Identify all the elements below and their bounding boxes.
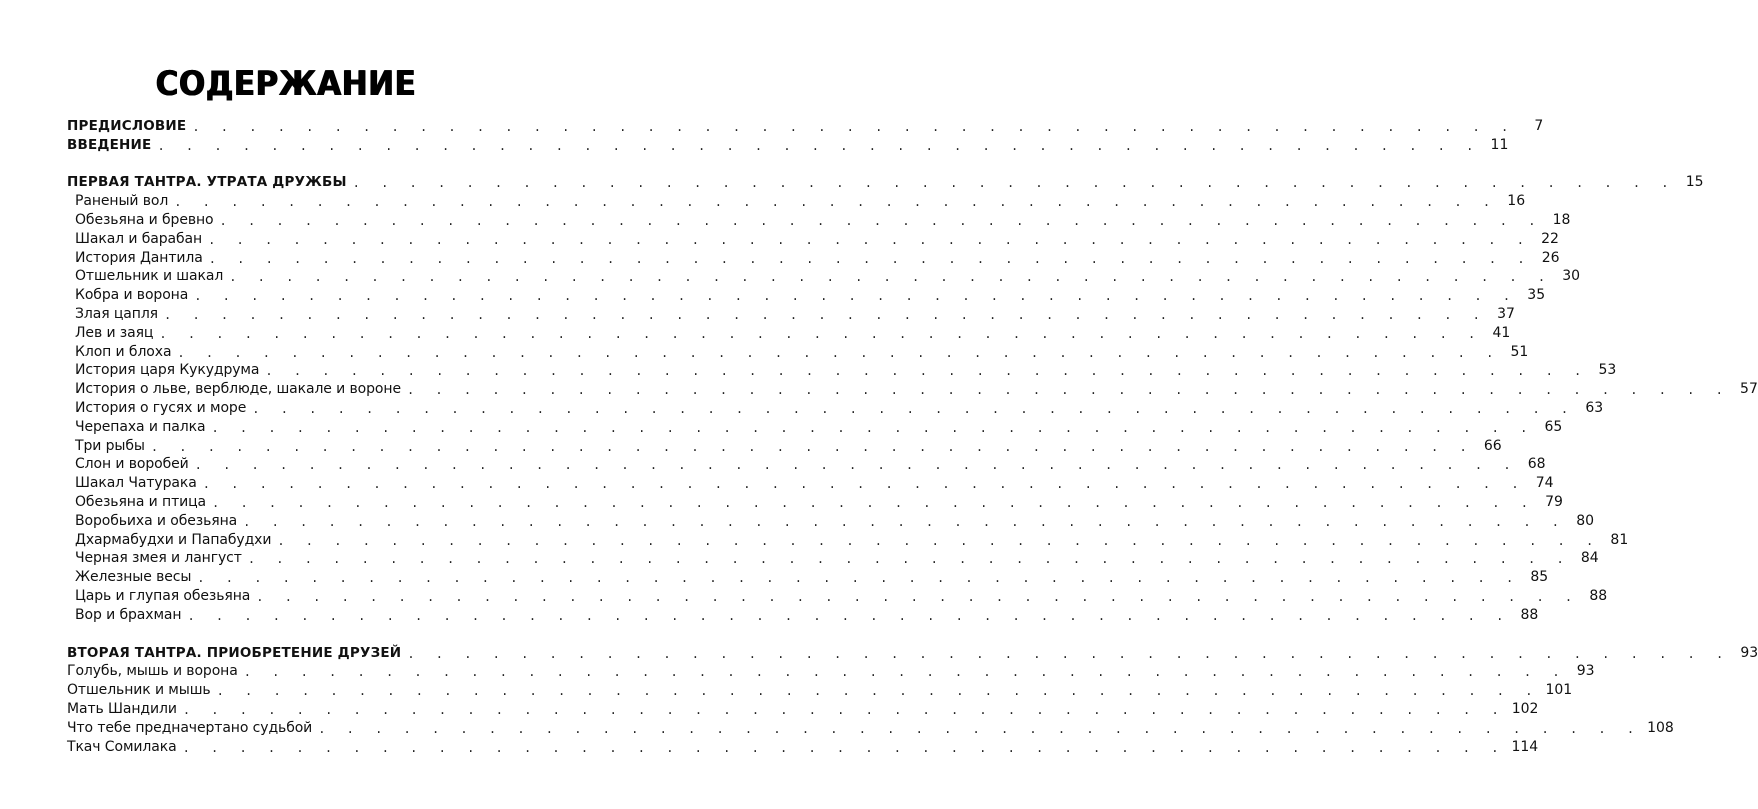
toc-entry-title: История о льве, верблюде, шакале и вороне (67, 380, 401, 398)
dot-leader: . . . . . . . . . . . . . . . . . . . . . . . . . . . . . . . . . . . . . . . . . . . . . . . (318, 721, 1642, 736)
toc-entry (67, 210, 1571, 229)
dot-leader: . . . . . . . . . . . . . . . . . . . . . . . . . . . . . . . . . . . . . . . . . . . . . . . (247, 552, 1571, 567)
dot-leader: . . . . . . . . . . . . . . . . . . . . . . . . . . . . . . . . . . . . . . . . . . . . . . . (150, 439, 1474, 454)
toc-page-number: 26 (1541, 249, 1560, 266)
dot-leader: . . . . . . . . . . . . . . . . . . . . . . . . . . . . . . . . . . . . . . . . . . . . . . . (182, 702, 1506, 717)
page-title: СОДЕРЖАНИЕ (155, 64, 417, 104)
toc-entry (67, 248, 1560, 267)
toc-entry-title: История царя Кукудрума (67, 361, 259, 379)
toc-entry (67, 492, 1563, 511)
toc-entry-title: ПЕРВАЯ ТАНТРА. УТРАТА ДРУЖБЫ (67, 174, 347, 191)
dot-leader: . . . . . . . . . . . . . . . . . . . . . . . . . . . . . . . . . . . . . . . . . . . . . . . (182, 740, 1506, 755)
dot-leader: . . . . . . . . . . . . . . . . . . . . . . . . . . . . . . . . . . . . . . . . . . . . . . . (164, 307, 1487, 322)
toc-page-number: 41 (1492, 324, 1511, 341)
toc-entry-title: Шакал и барабан (67, 230, 202, 248)
toc-entry (67, 417, 1563, 436)
toc-section-heading (67, 643, 1758, 662)
toc-page-number: 93 (1576, 663, 1595, 680)
toc-page-number: 80 (1576, 512, 1595, 529)
toc-entry-title: Злая цапля (67, 305, 158, 323)
dot-leader: . . . . . . . . . . . . . . . . . . . . . . . . . . . . . . . . . . . . . . . . . . . . . . . (219, 213, 1543, 228)
toc-section-heading (67, 116, 1544, 135)
toc-entry (67, 586, 1608, 605)
dot-leader: . . . . . . . . . . . . . . . . . . . . . . . . . . . . . . . . . . . . . . . . . . . . . . . (174, 195, 1498, 210)
toc-page-number: 7 (1534, 117, 1544, 134)
toc-entry-title: Кобра и ворона (67, 286, 188, 304)
toc-entry (67, 323, 1511, 342)
toc-page-number: 11 (1490, 136, 1509, 153)
dot-leader: . . . . . . . . . . . . . . . . . . . . . . . . . . . . . . . . . . . . . . . . . . . . . . . (208, 232, 1531, 247)
toc-entry (67, 379, 1758, 398)
dot-leader: . . . . . . . . . . . . . . . . . . . . . . . . . . . . . . . . . . . . . . . . . . . . . . . (407, 646, 1731, 661)
toc-entry-title: Голубь, мышь и ворона (67, 663, 238, 680)
toc-entry-title: Три рыбы (67, 437, 145, 455)
toc-page-number: 101 (1545, 682, 1573, 699)
dot-leader: . . . . . . . . . . . . . . . . . . . . . . . . . . . . . . . . . . . . . . . . . . . . . . . (212, 495, 1535, 510)
toc-section-heading (67, 135, 1509, 154)
toc-entry (67, 549, 1599, 568)
toc-entry-title: Клоп и блоха (67, 343, 171, 361)
toc-page-number: 114 (1511, 738, 1539, 755)
toc-page-number: 102 (1511, 700, 1539, 717)
dot-leader: . . . . . . . . . . . . . . . . . . . . . . . . . . . . . . . . . . . . . . . . . . . . . . . (229, 270, 1553, 285)
toc-entry (67, 511, 1595, 530)
toc-entry-title: Лев и заяц (67, 324, 153, 342)
toc-page-number: 63 (1585, 399, 1604, 416)
dot-leader: . . . . . . . . . . . . . . . . . . . . . . . . . . . . . . . . . . . . . . . . . . . . . . . (157, 138, 1481, 153)
toc-entry-title: Черепаха и палка (67, 418, 205, 436)
toc-page-number: 35 (1527, 287, 1546, 304)
dot-leader: . . . . . . . . . . . . . . . . . . . . . . . . . . . . . . . . . . . . . . . . . . . . . . . (159, 326, 1483, 341)
toc-section-heading (67, 173, 1704, 192)
toc-page-number: 16 (1507, 193, 1526, 210)
toc-entry-title: Отшельник и шакал (67, 267, 223, 285)
toc-entry (67, 285, 1546, 304)
section-gap (67, 154, 515, 173)
toc-page-number: 30 (1562, 268, 1581, 285)
toc-page-number: 22 (1541, 230, 1559, 247)
toc-page-number: 68 (1527, 456, 1546, 473)
toc-entry (67, 342, 1529, 361)
dot-leader: . . . . . . . . . . . . . . . . . . . . . . . . . . . . . . . . . . . . . . . . . . . . . . . (192, 119, 1516, 134)
toc-entry (67, 267, 1581, 286)
toc-entry-title: ПРЕДИСЛОВИЕ (67, 117, 187, 134)
dot-leader: . . . . . . . . . . . . . . . . . . . . . . . . . . . . . . . . . . . . . . . . . . . . . . . (208, 251, 1532, 266)
toc-entry (67, 699, 1539, 718)
dot-leader: . . . . . . . . . . . . . . . . . . . . . . . . . . . . . . . . . . . . . . . . . . . . . . . (352, 176, 1676, 191)
toc-entry-title: Слон и воробей (67, 455, 189, 473)
toc-entry-title: Обезьяна и птица (67, 493, 206, 511)
toc-entry (67, 398, 1604, 417)
dot-leader: . . . . . . . . . . . . . . . . . . . . . . . . . . . . . . . . . . . . . . . . . . . . . . . (243, 514, 1567, 529)
dot-leader: . . . . . . . . . . . . . . . . . . . . . . . . . . . . . . . . . . . . . . . . . . . . . . . (211, 420, 1535, 435)
table-of-contents (67, 116, 1758, 756)
toc-page-number: 18 (1552, 211, 1571, 228)
dot-leader: . . . . . . . . . . . . . . . . . . . . . . . . . . . . . . . . . . . . . . . . . . . . . . . (243, 665, 1567, 680)
dot-leader: . . . . . . . . . . . . . . . . . . . . . . . . . . . . . . . . . . . . . . . . . . . . . . . (197, 571, 1521, 586)
toc-entry (67, 605, 1539, 624)
toc-entry (67, 680, 1573, 699)
dot-leader: . . . . . . . . . . . . . . . . . . . . . . . . . . . . . . . . . . . . . . . . . . . . . . . (256, 589, 1580, 604)
toc-entry-title: Черная змея и лангуст (67, 549, 242, 567)
toc-entry (67, 304, 1515, 323)
toc-entry-title: История о гусях и море (67, 399, 246, 417)
toc-entry-title: Вор и брахман (67, 606, 181, 624)
toc-page-number: 53 (1598, 362, 1617, 379)
toc-page-number: 65 (1544, 418, 1563, 435)
toc-page-number: 81 (1610, 531, 1629, 548)
toc-entry (67, 436, 1502, 455)
toc-entry-title: Что тебе предначертано судьбой (67, 719, 313, 736)
dot-leader: . . . . . . . . . . . . . . . . . . . . . . . . . . . . . . . . . . . . . . . . . . . . . . . (194, 289, 1518, 304)
dot-leader: . . . . . . . . . . . . . . . . . . . . . . . . . . . . . . . . . . . . . . . . . . . . . . . (216, 684, 1540, 699)
toc-page-number: 57 (1740, 381, 1758, 398)
toc-entry-title: Воробьиха и обезьяна (67, 512, 237, 530)
toc-entry (67, 455, 1546, 474)
toc-entry-title: Ткач Сомилака (67, 738, 177, 755)
toc-entry (67, 229, 1559, 248)
toc-entry (67, 473, 1554, 492)
dot-leader: . . . . . . . . . . . . . . . . . . . . . . . . . . . . . . . . . . . . . . . . . . . . . . . (194, 458, 1518, 473)
section-gap (67, 624, 515, 643)
toc-page-number: 88 (1520, 606, 1539, 623)
toc-entry-title: История Дантила (67, 249, 203, 267)
toc-entry-title: Мать Шандили (67, 700, 177, 717)
toc-page-number: 66 (1483, 437, 1502, 454)
toc-entry (67, 361, 1617, 380)
toc-page-number: 37 (1497, 305, 1515, 322)
toc-entry (67, 567, 1549, 586)
dot-leader: . . . . . . . . . . . . . . . . . . . . . . . . . . . . . . . . . . . . . . . . . . . . . . . (277, 533, 1601, 548)
dot-leader: . . . . . . . . . . . . . . . . . . . . . . . . . . . . . . . . . . . . . . . . . . . . . . . (202, 477, 1526, 492)
toc-entry-title: ВТОРАЯ ТАНТРА. ПРИОБРЕТЕНИЕ ДРУЗЕЙ (67, 644, 402, 661)
toc-entry (67, 718, 1674, 737)
toc-entry (67, 737, 1539, 756)
toc-page-number: 79 (1545, 493, 1563, 510)
toc-page-number: 93 (1740, 644, 1758, 661)
dot-leader: . . . . . . . . . . . . . . . . . . . . . . . . . . . . . . . . . . . . . . . . . . . . . . . (187, 608, 1511, 623)
dot-leader: . . . . . . . . . . . . . . . . . . . . . . . . . . . . . . . . . . . . . . . . . . . . . . . (252, 401, 1576, 416)
toc-entry (67, 662, 1595, 681)
toc-entry-title: Царь и глупая обезьяна (67, 587, 250, 605)
dot-leader: . . . . . . . . . . . . . . . . . . . . . . . . . . . . . . . . . . . . . . . . . . . . . . . (177, 345, 1501, 360)
dot-leader: . . . . . . . . . . . . . . . . . . . . . . . . . . . . . . . . . . . . . . . . . . . . . . . (406, 383, 1730, 398)
toc-entry (67, 191, 1526, 210)
toc-page-number: 84 (1580, 550, 1599, 567)
toc-entry-title: Шакал Чатурака (67, 474, 197, 492)
toc-entry-title: Раненый вол (67, 192, 168, 210)
dot-leader: . . . . . . . . . . . . . . . . . . . . . . . . . . . . . . . . . . . . . . . . . . . . . . . (265, 364, 1589, 379)
toc-page-number: 74 (1535, 475, 1554, 492)
toc-entry (67, 530, 1629, 549)
toc-page-number: 88 (1589, 587, 1608, 604)
toc-entry-title: Отшельник и мышь (67, 682, 211, 699)
toc-page-number: 85 (1530, 569, 1549, 586)
toc-entry-title: Обезьяна и бревно (67, 211, 214, 229)
toc-page-number: 108 (1647, 719, 1674, 736)
toc-entry-title: Железные весы (67, 568, 191, 586)
toc-page-number: 15 (1685, 174, 1704, 191)
toc-entry-title: Дхармабудхи и Папабудхи (67, 531, 271, 549)
toc-page-number: 51 (1510, 343, 1529, 360)
toc-entry-title: ВВЕДЕНИЕ (67, 136, 152, 153)
